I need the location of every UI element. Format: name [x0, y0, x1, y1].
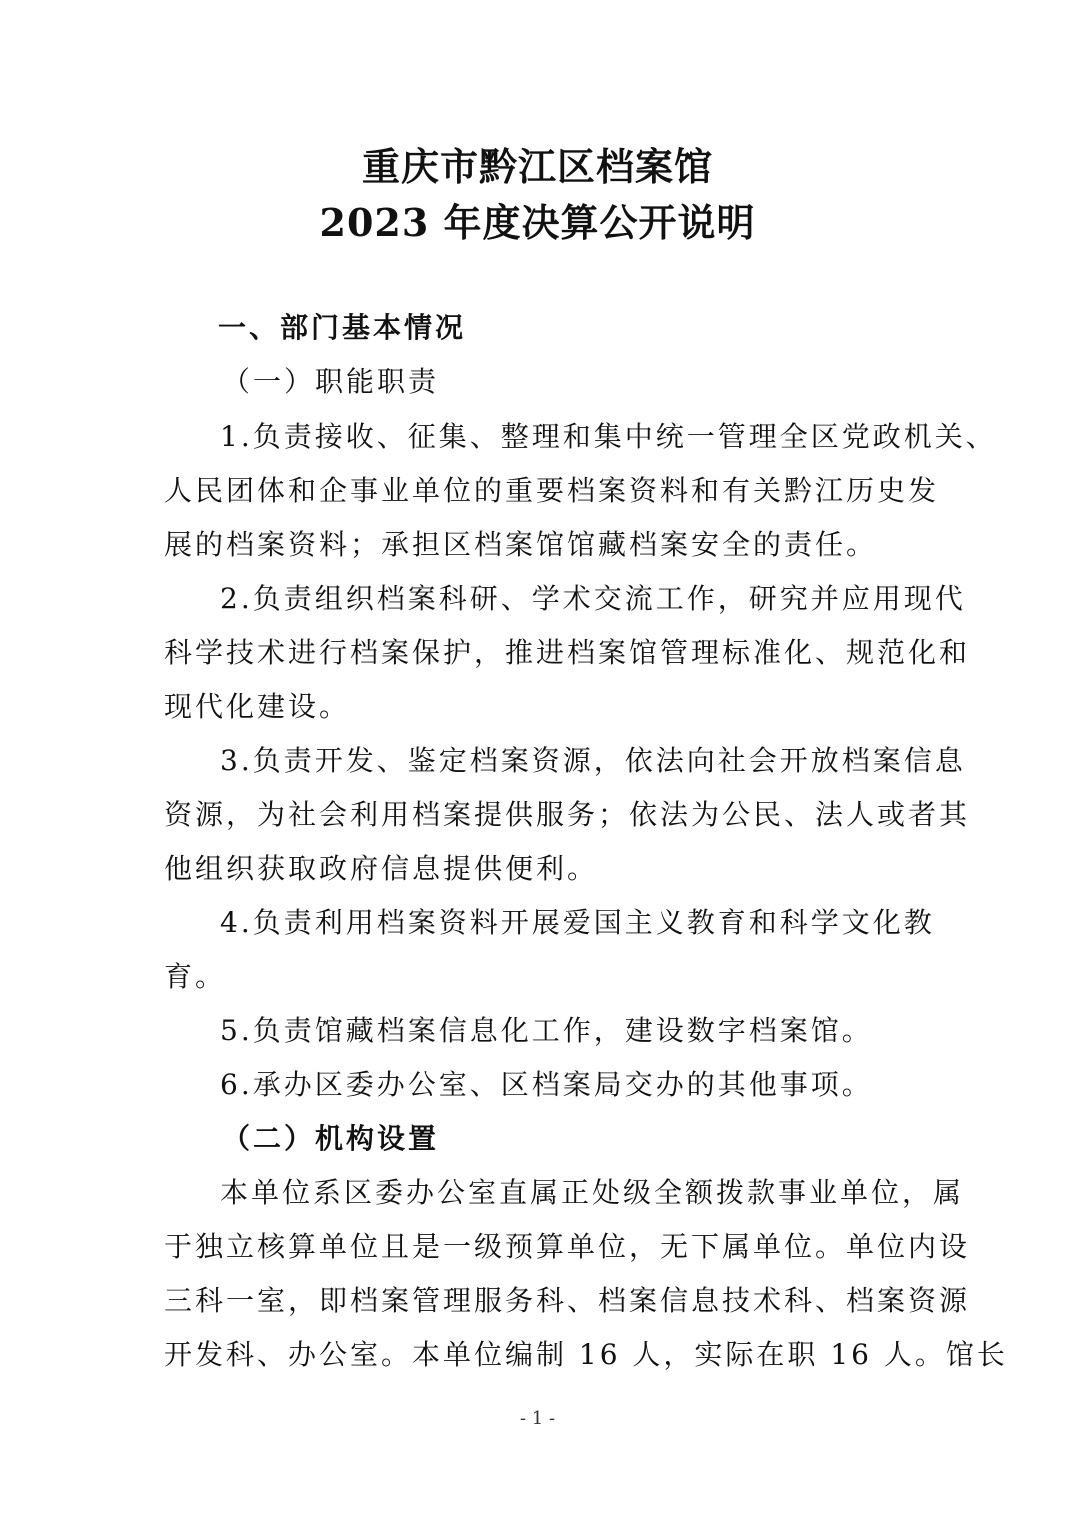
paragraph-line: 三科一室，即档案管理服务科、档案信息技术科、档案资源 [164, 1284, 971, 1317]
paragraph-line: 展的档案资料；承担区档案馆馆藏档案安全的责任。 [164, 528, 878, 561]
paragraph-line: 5.负责馆藏档案信息化工作，建设数字档案馆。 [220, 1014, 873, 1047]
paragraph-line: 于独立核算单位且是一级预算单位，无下属单位。单位内设 [164, 1230, 971, 1263]
subsection-heading-organization: （二）机构设置 [222, 1122, 440, 1155]
paragraph-line: 2.负责组织档案科研、学术交流工作，研究并应用现代 [220, 582, 966, 615]
page-number: - 1 - [519, 1408, 556, 1429]
paragraph-line: 现代化建设。 [164, 690, 351, 723]
document-title-line1: 重庆市黔江区档案馆 [361, 144, 713, 189]
paragraph-line: 科学技术进行档案保护，推进档案馆管理标准化、规范化和 [164, 636, 971, 669]
paragraph-line: 6.承办区委办公室、区档案局交办的其他事项。 [220, 1068, 873, 1101]
section-heading-basic-info: 一、部门基本情况 [218, 311, 467, 344]
paragraph-line: 开发科、办公室。本单位编制 16 人，实际在职 16 人。馆长 [164, 1338, 1008, 1371]
document-title-line2: 2023 年度决算公开说明 [319, 200, 756, 245]
paragraph-line: 资源，为社会利用档案提供服务；依法为公民、法人或者其 [164, 798, 971, 831]
paragraph-line: 他组织获取政府信息提供便利。 [164, 852, 599, 885]
paragraph-line: 本单位系区委办公室直属正处级全额拨款事业单位，属 [220, 1176, 965, 1209]
subsection-heading-functions: （一）职能职责 [222, 365, 440, 398]
paragraph-line: 人民团体和企事业单位的重要档案资料和有关黔江历史发 [164, 474, 940, 507]
paragraph-line: 育。 [164, 960, 227, 993]
paragraph-line: 4.负责利用档案资料开展爱国主义教育和科学文化教 [220, 906, 935, 939]
paragraph-line: 3.负责开发、鉴定档案资源，依法向社会开放档案信息 [220, 744, 966, 777]
paragraph-line: 1.负责接收、征集、整理和集中统一管理全区党政机关、 [220, 420, 997, 453]
